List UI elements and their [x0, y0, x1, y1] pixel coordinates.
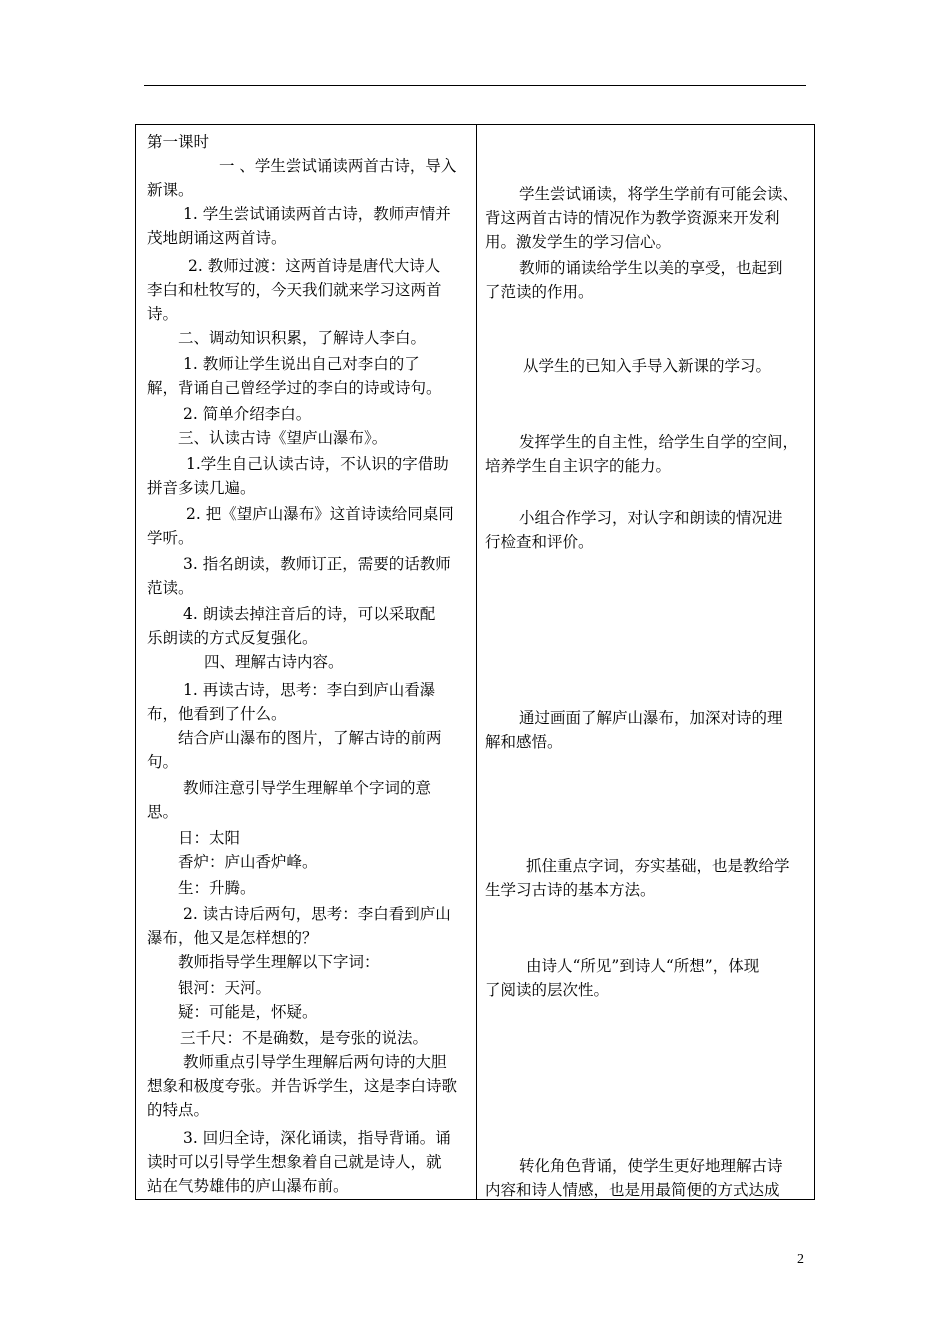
text-line: 香炉：庐山香炉峰。 — [178, 853, 318, 871]
note-line: 学生尝试诵读，将学生学前有可能会读、 — [519, 185, 799, 203]
text-line: 教师注意引导学生理解单个字词的意 — [183, 779, 432, 797]
text-line: 站在气势雄伟的庐山瀑布前。 — [147, 1177, 349, 1195]
note-line: 了阅读的层次性。 — [485, 981, 610, 999]
note-line: 行检查和评价。 — [485, 533, 594, 551]
text-line: 生：升腾。 — [178, 879, 256, 897]
text-line: 的特点。 — [147, 1101, 210, 1119]
text-line: 布，他看到了什么。 — [147, 705, 287, 723]
text-line: 3. 指名朗读，教师订正，需要的话教师 — [183, 555, 451, 573]
column-divider — [476, 125, 477, 1199]
note-line: 通过画面了解庐山瀑布，加深对诗的理 — [519, 709, 783, 727]
text-line: 拼音多读几遍。 — [147, 479, 256, 497]
text-line: 解，背诵自己曾经学过的李白的诗或诗句。 — [147, 379, 442, 397]
text-line: 诗。 — [147, 305, 179, 323]
text-line: 教师指导学生理解以下字词： — [178, 953, 380, 971]
lesson-period-title: 第一课时 — [147, 133, 210, 151]
note-line: 抓住重点字词，夯实基础，也是教给学 — [526, 857, 790, 875]
note-line: 用。激发学生的学习信心。 — [485, 233, 672, 251]
lesson-table — [135, 124, 815, 1200]
section-heading: 一 、学生尝试诵读两首古诗，导入 — [219, 157, 457, 175]
text-line: 思。 — [147, 803, 179, 821]
note-line: 了范读的作用。 — [485, 283, 594, 301]
text-line: 1. 学生尝试诵读两首古诗，教师声情并 — [183, 205, 451, 223]
text-line: 2. 把《望庐山瀑布》这首诗读给同桌同 — [186, 505, 454, 523]
text-line: 学听。 — [147, 529, 194, 547]
page-number: 2 — [797, 1252, 804, 1267]
text-line: 新课。 — [147, 181, 194, 199]
text-line: 1.学生自己认读古诗，不认识的字借助 — [186, 455, 449, 473]
text-line: 疑：可能是，怀疑。 — [178, 1003, 318, 1021]
text-line: 结合庐山瀑布的图片，了解古诗的前两 — [178, 729, 442, 747]
text-line: 日：太阳 — [178, 829, 241, 847]
note-line: 教师的诵读给学生以美的享受，也起到 — [519, 259, 783, 277]
section-heading: 二、调动知识积累，了解诗人李白。 — [178, 329, 427, 347]
header-rule — [144, 85, 806, 86]
note-line: 转化角色背诵，使学生更好地理解古诗 — [519, 1157, 783, 1175]
note-line: 培养学生自主识字的能力。 — [485, 457, 672, 475]
note-line: 内容和诗人情感，也是用最简便的方式达成 — [485, 1181, 780, 1199]
text-line: 2. 教师过渡：这两首诗是唐代大诗人 — [188, 257, 441, 275]
text-line: 1. 再读古诗，思考：李白到庐山看瀑 — [183, 681, 436, 699]
text-line: 3. 回归全诗，深化诵读，指导背诵。诵 — [183, 1129, 451, 1147]
note-line: 背这两首古诗的情况作为教学资源来开发利 — [485, 209, 780, 227]
text-line: 范读。 — [147, 579, 194, 597]
text-line: 2. 读古诗后两句，思考：李白看到庐山 — [183, 905, 451, 923]
text-line: 读时可以引导学生想象着自己就是诗人，就 — [147, 1153, 442, 1171]
text-line: 想象和极度夸张。并告诉学生，这是李白诗歌 — [147, 1077, 458, 1095]
text-line: 李白和杜牧写的，今天我们就来学习这两首 — [147, 281, 442, 299]
text-line: 三千尺：不是确数，是夸张的说法。 — [180, 1029, 429, 1047]
text-line: 1. 教师让学生说出自己对李白的了 — [183, 355, 420, 373]
note-line: 生学习古诗的基本方法。 — [485, 881, 656, 899]
text-line: 乐朗读的方式反复强化。 — [147, 629, 318, 647]
text-line: 4. 朗读去掉注音后的诗，可以采取配 — [183, 605, 436, 623]
text-line: 银河：天河。 — [178, 979, 272, 997]
note-line: 从学生的已知入手导入新课的学习。 — [523, 357, 772, 375]
text-line: 茂地朗诵这两首诗。 — [147, 229, 287, 247]
note-line: 小组合作学习，对认字和朗读的情况进 — [519, 509, 783, 527]
section-heading: 四、理解古诗内容。 — [204, 653, 344, 671]
text-line: 教师重点引导学生理解后两句诗的大胆 — [183, 1053, 447, 1071]
note-line: 解和感悟。 — [485, 733, 563, 751]
text-line: 2. 简单介绍李白。 — [183, 405, 312, 423]
text-line: 句。 — [147, 753, 179, 771]
note-line: 发挥学生的自主性，给学生自学的空间， — [519, 433, 799, 451]
text-line: 瀑布，他又是怎样想的？ — [147, 929, 318, 947]
section-heading: 三、认读古诗《望庐山瀑布》。 — [178, 429, 388, 447]
note-line: 由诗人“所见”到诗人“所想”，体现 — [526, 957, 760, 975]
